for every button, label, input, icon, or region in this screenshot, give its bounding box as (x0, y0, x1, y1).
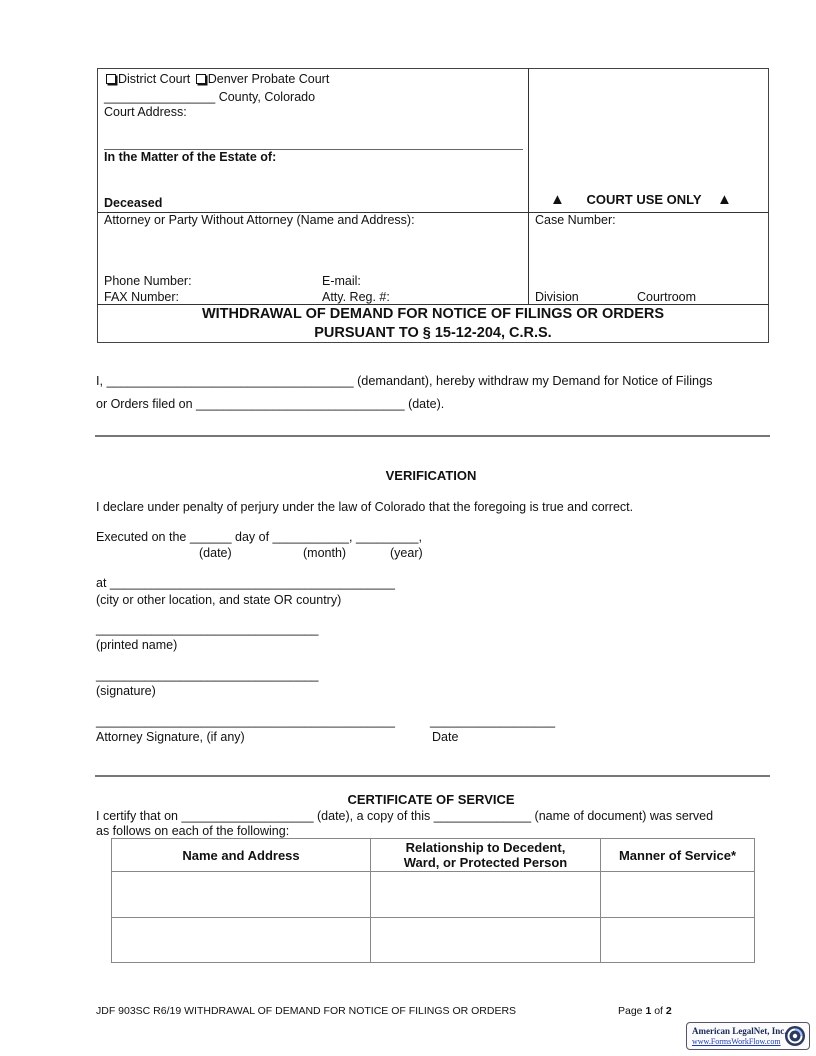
case-number-label: Case Number: (535, 213, 616, 227)
column-header-name-address: Name and Address (112, 839, 371, 872)
court-use-only-label: COURT USE ONLY (586, 192, 702, 207)
certificate-line2: as follows on each of the following: (96, 824, 290, 838)
fax-label: FAX Number: (104, 290, 180, 304)
footer-form-id: JDF 903SC R6/19 WITHDRAWAL OF DEMAND FOR NOTICE OF FILINGS OR ORDERS (96, 1005, 517, 1017)
triangle-up-icon: ▲ (716, 191, 732, 208)
triangle-up-icon: ▲ (550, 191, 565, 208)
form-title-line1: WITHDRAWAL OF DEMAND FOR NOTICE OF FILINGS OR ORDERS (201, 306, 665, 322)
verification-heading: VERIFICATION (385, 468, 477, 483)
probate-court-label: Denver Probate Court (207, 72, 330, 86)
executed-line: Executed on the ______ day of ___________, _________, (96, 530, 422, 544)
division-label: Division (535, 290, 579, 304)
location-label: (city or other location, and state OR country) (96, 593, 342, 607)
district-court-label: District Court (118, 72, 191, 86)
county-line: ________________ County, Colorado (104, 90, 316, 104)
globe-swirl-icon (784, 1025, 806, 1047)
page-of: of (654, 1005, 663, 1017)
executed-year-label: (year) (390, 546, 423, 560)
signature-line: ________________________________ (96, 668, 319, 682)
court-selection (106, 72, 329, 86)
location-line: at _________________________________________ (96, 576, 395, 590)
footer-page-number (618, 1005, 672, 1017)
column-header-manner: Manner of Service* (601, 839, 755, 872)
statement-line1: I, ___________________________________ (demandant), hereby withdraw my Demand for Notice of Filings (96, 374, 713, 388)
column-header-relationship: Relationship to Decedent, Ward, or Protected Person (371, 839, 601, 872)
attorney-date-label: Date (432, 730, 459, 744)
cell-manner[interactable] (601, 872, 755, 918)
email-label: E-mail: (322, 274, 361, 288)
cell-name-address[interactable] (112, 917, 371, 963)
deceased-label: Deceased (104, 196, 163, 210)
attorney-signature-line: ___________________________________________ (96, 714, 395, 728)
section-divider-2 (95, 775, 770, 777)
district-court-checkbox[interactable] (106, 74, 116, 84)
executed-month-label: (month) (303, 546, 347, 560)
section-divider-1 (95, 435, 770, 437)
table-row (112, 872, 755, 918)
statement-line2: or Orders filed on ______________________________ (date). (96, 397, 445, 411)
courtroom-label: Courtroom (637, 290, 697, 304)
american-legalnet-logo[interactable] (686, 1022, 810, 1050)
service-table (111, 838, 755, 963)
certificate-heading: CERTIFICATE OF SERVICE (347, 792, 515, 807)
table-header-row (112, 839, 755, 872)
matter-label: In the Matter of the Estate of: (104, 150, 277, 164)
caption-divider-vertical (528, 68, 529, 305)
printed-name-line: ________________________________ (96, 622, 319, 636)
table-row (112, 917, 755, 963)
cell-name-address[interactable] (112, 872, 371, 918)
logo-name: American LegalNet, Inc. (692, 1026, 787, 1036)
cell-relationship[interactable] (371, 872, 601, 918)
atty-reg-label: Atty. Reg. #: (322, 290, 390, 304)
printed-name-label: (printed name) (96, 638, 178, 652)
court-use-only-row (550, 191, 732, 208)
declaration-text: I declare under penalty of perjury under the law of Colorado that the foregoing is true and correct. (96, 500, 634, 514)
cell-relationship[interactable] (371, 917, 601, 963)
certificate-line1: I certify that on ___________________ (date), a copy of this ______________ (name of document) was served (96, 809, 714, 823)
caption-divider-2 (97, 304, 769, 305)
form-title-line2: PURSUANT TO § 15-12-204, C.R.S. (314, 325, 552, 341)
executed-date-label: (date) (199, 546, 232, 560)
phone-label: Phone Number: (104, 274, 192, 288)
page-total: 2 (665, 1005, 672, 1017)
logo-url[interactable]: www.FormsWorkFlow.com (692, 1037, 781, 1046)
court-address-label: Court Address: (104, 105, 187, 119)
cell-manner[interactable] (601, 917, 755, 963)
attorney-label: Attorney or Party Without Attorney (Name and Address): (104, 213, 415, 227)
signature-label: (signature) (96, 684, 156, 698)
probate-court-checkbox[interactable] (196, 74, 206, 84)
page-prefix: Page (618, 1005, 643, 1017)
page-current: 1 (645, 1005, 652, 1017)
attorney-signature-label: Attorney Signature, (if any) (96, 730, 245, 744)
attorney-date-line: __________________ (430, 714, 556, 728)
